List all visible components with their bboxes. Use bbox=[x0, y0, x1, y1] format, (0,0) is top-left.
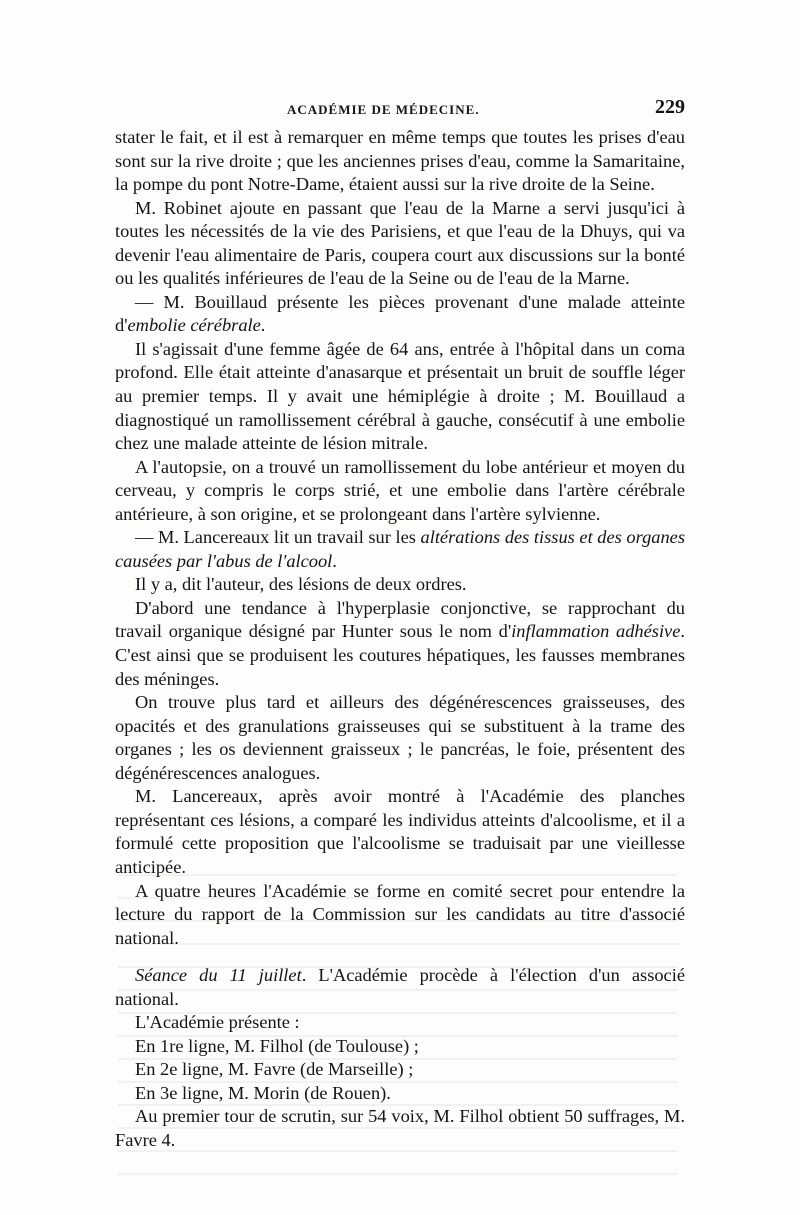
text-run: A l'autopsie, on a trouvé un ramollissement du lobe antérieur et moyen du cerveau, y compris le corps strié, et une embolie dans l'artère cérébrale antérieure, à son origine, et se prolongeant dans l'artère sylvienne. bbox=[115, 456, 685, 524]
italic-run: Séance du 11 juillet bbox=[135, 965, 302, 986]
text-run: On trouve plus tard et ailleurs des dégénérescences graisseuses, des opacités et des granulations graisseuses qui se substituent à la trame des organes ; les os deviennent graisseux ; le pancréas, le foie, présentent des dégénérescences analogues. bbox=[115, 692, 685, 783]
paragraph bbox=[115, 456, 685, 527]
paragraph bbox=[115, 964, 685, 1011]
paragraph bbox=[115, 526, 685, 573]
paragraph bbox=[115, 785, 685, 879]
running-head: ACADÉMIE DE MÉDECINE. bbox=[287, 102, 480, 117]
text-run: M. Lancereaux, après avoir montré à l'Académie des planches représentant ces lésions, a comparé les individus atteints d'alcoolisme, et il a formulé cette proposition que l'alcoolisme se traduisait par une vieillesse anticipée. bbox=[115, 786, 685, 877]
italic-run: inflammation adhésive bbox=[511, 621, 681, 642]
paragraph bbox=[115, 126, 685, 197]
text-run: Il s'agissait d'une femme âgée de 64 ans, entrée à l'hôpital dans un coma profond. Elle était atteinte d'anasarque et présentait un bruit de souffle léger au premier temps. Il y avait une hémiplégie à droite ; M. Bouillaud a diagnostiqué un ramollissement cérébral à gauche, consécutif à une embolie chez une malade atteinte de lésion mitrale. bbox=[115, 338, 685, 454]
paragraph bbox=[115, 1035, 685, 1059]
text-run: En 1re ligne, M. Filhol (de Toulouse) ; bbox=[135, 1035, 419, 1056]
paragraph bbox=[115, 597, 685, 691]
body-text bbox=[115, 126, 685, 1153]
text-run: En 3e ligne, M. Morin (de Rouen). bbox=[135, 1082, 391, 1103]
text-run: . bbox=[332, 550, 337, 571]
paragraph bbox=[115, 197, 685, 291]
paragraph bbox=[115, 573, 685, 597]
text-run: D'abord une tendance à l'hyperplasie conjonctive, se rapprochant du travail organique désigné par Hunter sous le nom d' bbox=[115, 597, 685, 642]
text-run: — M. Lancereaux lit un travail sur les bbox=[135, 527, 421, 548]
italic-run: altérations des tissus et des organes causées par l'abus de l'alcool bbox=[115, 527, 685, 571]
text-run: stater le fait, et il est à remarquer en même temps que toutes les prises d'eau sont sur la rive droite ; que les anciennes prises d'eau, comme la Samaritaine, la pompe du pont Notre-Dame, étaient aussi sur la rive droite de la Seine. bbox=[115, 127, 685, 195]
text-run: Au premier tour de scrutin, sur 54 voix, M. Filhol obtient 50 suffrages, M. Favre 4. bbox=[115, 1106, 685, 1150]
paragraph bbox=[115, 1082, 685, 1106]
page-number: 229 bbox=[655, 96, 685, 118]
paragraph bbox=[115, 1058, 685, 1082]
text-run: . C'est ainsi que se produisent les coutures hépatiques, les fausses membranes des méninges. bbox=[115, 621, 685, 689]
text-run: — M. Bouillaud présente les pièces provenant d'une malade atteinte d' bbox=[115, 291, 685, 336]
text-run: A quatre heures l'Académie se forme en comité secret pour entendre la lecture du rapport de la Commission sur les candidats au titre d'associé national. bbox=[115, 880, 685, 948]
text-run: M. Robinet ajoute en passant que l'eau de la Marne a servi jusqu'ici à toutes les nécessités de la vie des Parisiens, et que l'eau de la Dhuys, qui va devenir l'eau alimentaire de Paris, coupera court aux discussions sur la bonté ou les qualités inférieures de l'eau de la Seine ou de l'eau de la Marne. bbox=[115, 197, 685, 289]
paragraph bbox=[115, 338, 685, 456]
paragraph bbox=[115, 1011, 685, 1035]
paragraph bbox=[115, 880, 685, 951]
text-run: . bbox=[260, 315, 266, 336]
text-run: . L'Académie procède à l'élection d'un associé national. bbox=[115, 965, 685, 1009]
paragraph bbox=[115, 691, 685, 785]
text-run: L'Académie présente : bbox=[135, 1012, 300, 1033]
paragraph bbox=[115, 1105, 685, 1152]
text-run: Il y a, dit l'auteur, des lésions de deux ordres. bbox=[135, 574, 467, 595]
paragraph bbox=[115, 291, 685, 338]
text-run: En 2e ligne, M. Favre (de Marseille) ; bbox=[135, 1059, 414, 1080]
italic-run: embolie cérébrale bbox=[127, 315, 261, 336]
page-header bbox=[115, 96, 685, 122]
